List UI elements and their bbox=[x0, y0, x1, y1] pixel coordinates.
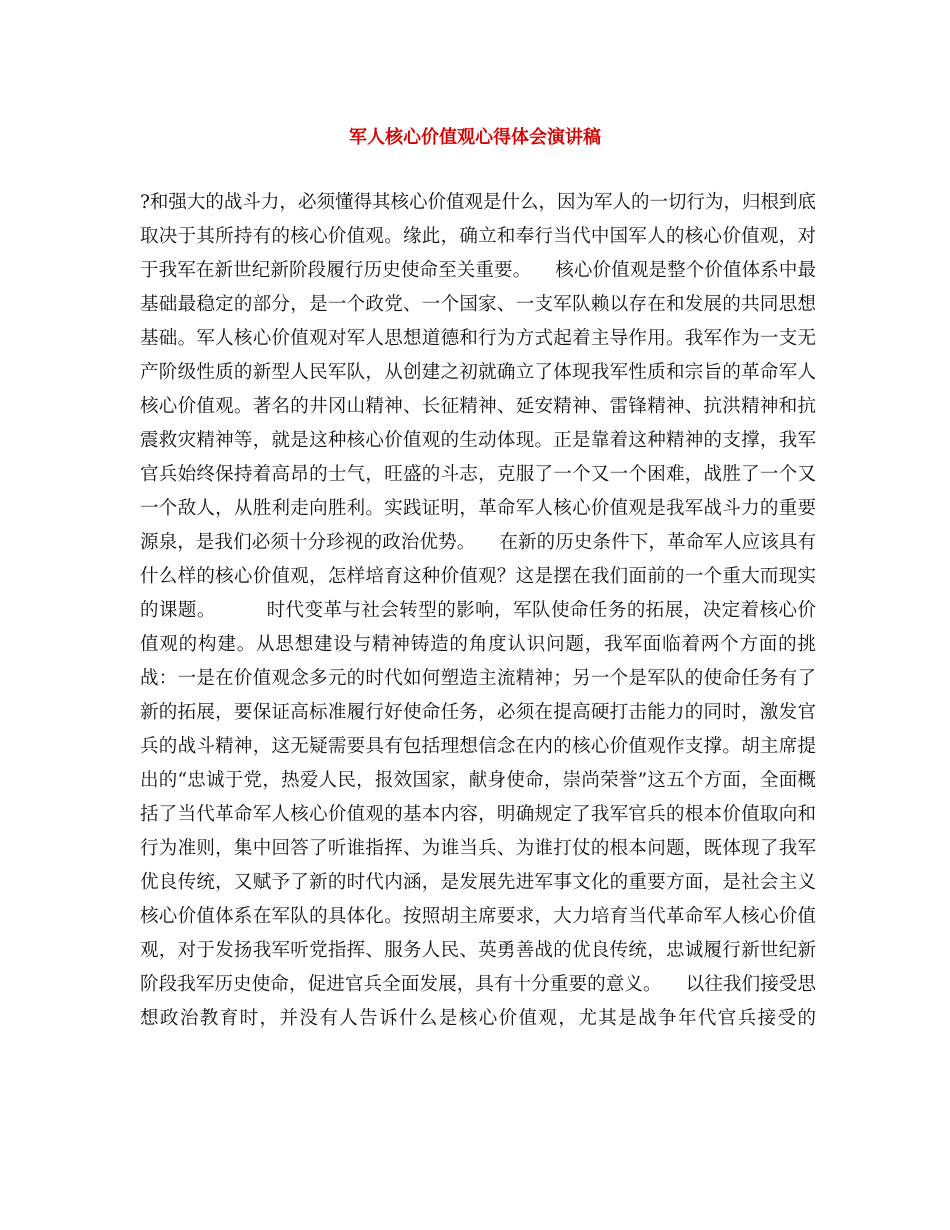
document-body: ?和强大的战斗力，必须懂得其核心价值观是什么，因为军人的一切行为，归根到底取决于其所持有的核心价值观。缘此，确立和奉行当代中国军人的核心价值观，对于我军在新世纪新阶段履行历史使命至关重要。 核心价值观是整个价值体系中最基础最稳定的部分，是一个政党、一个国家、一支军队赖以存在和发展的共同思想基础。军人核心价值观对军人思想道德和行为方式起着主导作用。我军作为一支无产阶级性质的新型人民军队，从创建之初就确立了体现我军性质和宗旨的革命军人核心价值观。著名的井冈山精神、长征精神、延安精神、雷锋精神、抗洪精神和抗震救灾精神等，就是这种核心价值观的生动体现。正是靠着这种精神的支撑，我军官兵始终保持着高昂的士气，旺盛的斗志，克服了一个又一个困难，战胜了一个又一个敌人，从胜利走向胜利。实践证明，革命军人核心价值观是我军战斗力的重要源泉，是我们必须十分珍视的政治优势。 在新的历史条件下，革命军人应该具有什么样的核心价值观，怎样培育这种价值观？这是摆在我们面前的一个重大而现实的课题。 时代变革与社会转型的影响，军队使命任务的拓展，决定着核心价值观的构建。从思想建设与精神铸造的角度认识问题，我军面临着两个方面的挑战：一是在价值观念多元的时代如何塑造主流精神；另一个是军队的使命任务有了新的拓展，要保证高标准履行好使命任务，必须在提高硬打击能力的同时，激发官兵的战斗精神，这无疑需要具有包括理想信念在内的核心价值观作支撑。胡主席提出的“忠诚于党，热爱人民，报效国家，献身使命，崇尚荣誉”这五个方面，全面概括了当代革命军人核心价值观的基本内容，明确规定了我军官兵的根本价值取向和行为准则，集中回答了听谁指挥、为谁当兵、为谁打仗的根本问题，既体现了我军优良传统，又赋予了新的时代内涵，是发展先进军事文化的重要方面，是社会主义核心价值体系在军队的具体化。按照胡主席要求，大力培育当代革命军人核心价值观，对于发扬我军听党指挥、服务人民、英勇善战的优良传统，忠诚履行新世纪新阶段我军历史使命，促进官兵全面发展，具有十分重要的意义。 以往我们接受思想政治教育时，并没有人告诉什么是核心价值观，尤其是战争年代官兵接受的 bbox=[140, 192, 816, 1029]
document-title: 军人核心价值观心得体会演讲稿 bbox=[349, 127, 601, 148]
